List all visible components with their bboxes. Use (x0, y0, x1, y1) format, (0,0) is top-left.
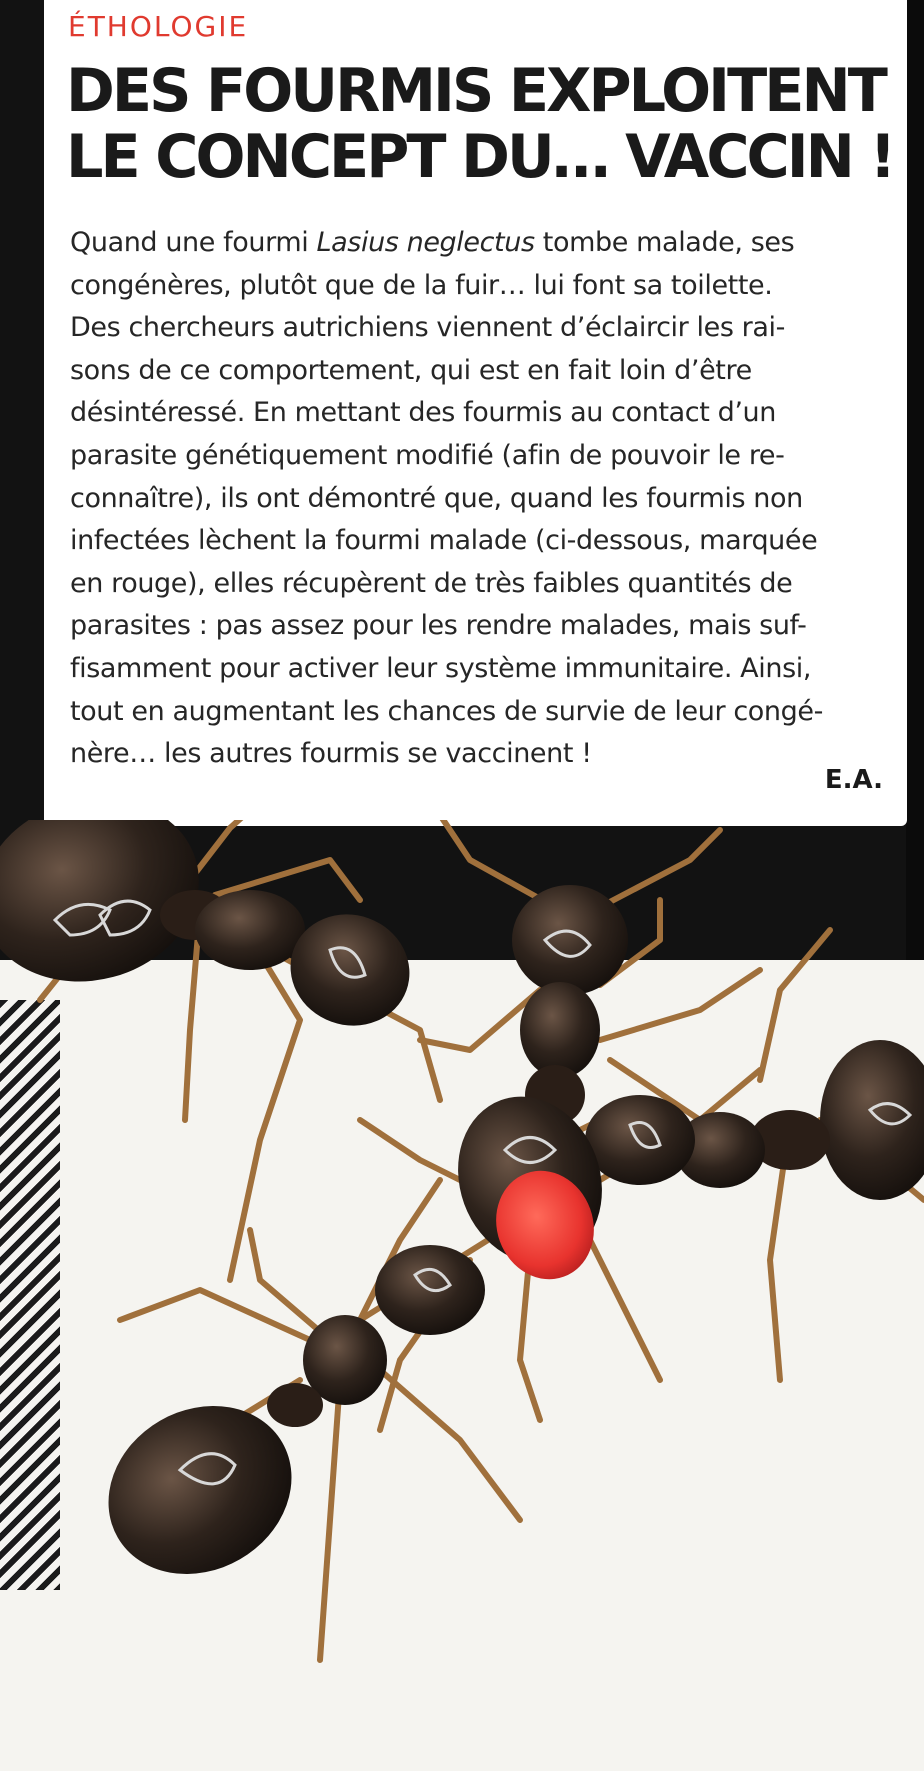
species-name: Lasius neglectus (316, 227, 535, 258)
body-line: fisamment pour activer leur système immunitaire. Ainsi, (70, 652, 812, 684)
body-line: parasites : pas assez pour les rendre malades, mais suf- (70, 610, 807, 642)
headline (66, 56, 894, 192)
author-byline: E.A. (824, 765, 883, 795)
ant-right (675, 1040, 924, 1200)
body-line: tout en augmentant les chances de survie de leur congé- (70, 695, 823, 727)
body-line: désintéressé. En mettant des fourmis au contact d’un (70, 397, 776, 429)
headline-line: DES FOURMIS EXPLOITENT (66, 56, 885, 126)
body-line: congénères, plutôt que de la fuir… lui font sa toilette. (70, 269, 773, 301)
ant-top-middle (512, 885, 628, 1125)
section-rubric: ÉTHOLOGIE (68, 10, 249, 43)
body-line: sons de ce comportement, qui est en fait loin d’être (70, 354, 752, 386)
body-line: connaître), ils ont démontré que, quand les fourmis non (70, 482, 803, 514)
body-line: infectées lèchent la fourmi malade (ci-dessous, marquée (70, 525, 818, 557)
body-line: parasite génétiquement modifié (afin de pouvoir le re- (70, 439, 785, 471)
body-line: en rouge), elles récupèrent de très faibles quantités de (70, 567, 793, 599)
headline-line: LE CONCEPT DU… VACCIN ! (66, 122, 894, 192)
body-line: Des chercheurs autrichiens viennent d’éclaircir les rai- (70, 312, 785, 344)
body-line: Quand une fourmi Lasius neglectus tombe malade, ses (70, 227, 795, 258)
article-card (44, 0, 907, 826)
body-line: nère… les autres fourmis se vaccinent ! (70, 738, 592, 770)
article-body (70, 222, 900, 776)
ants-photo (0, 820, 924, 1771)
